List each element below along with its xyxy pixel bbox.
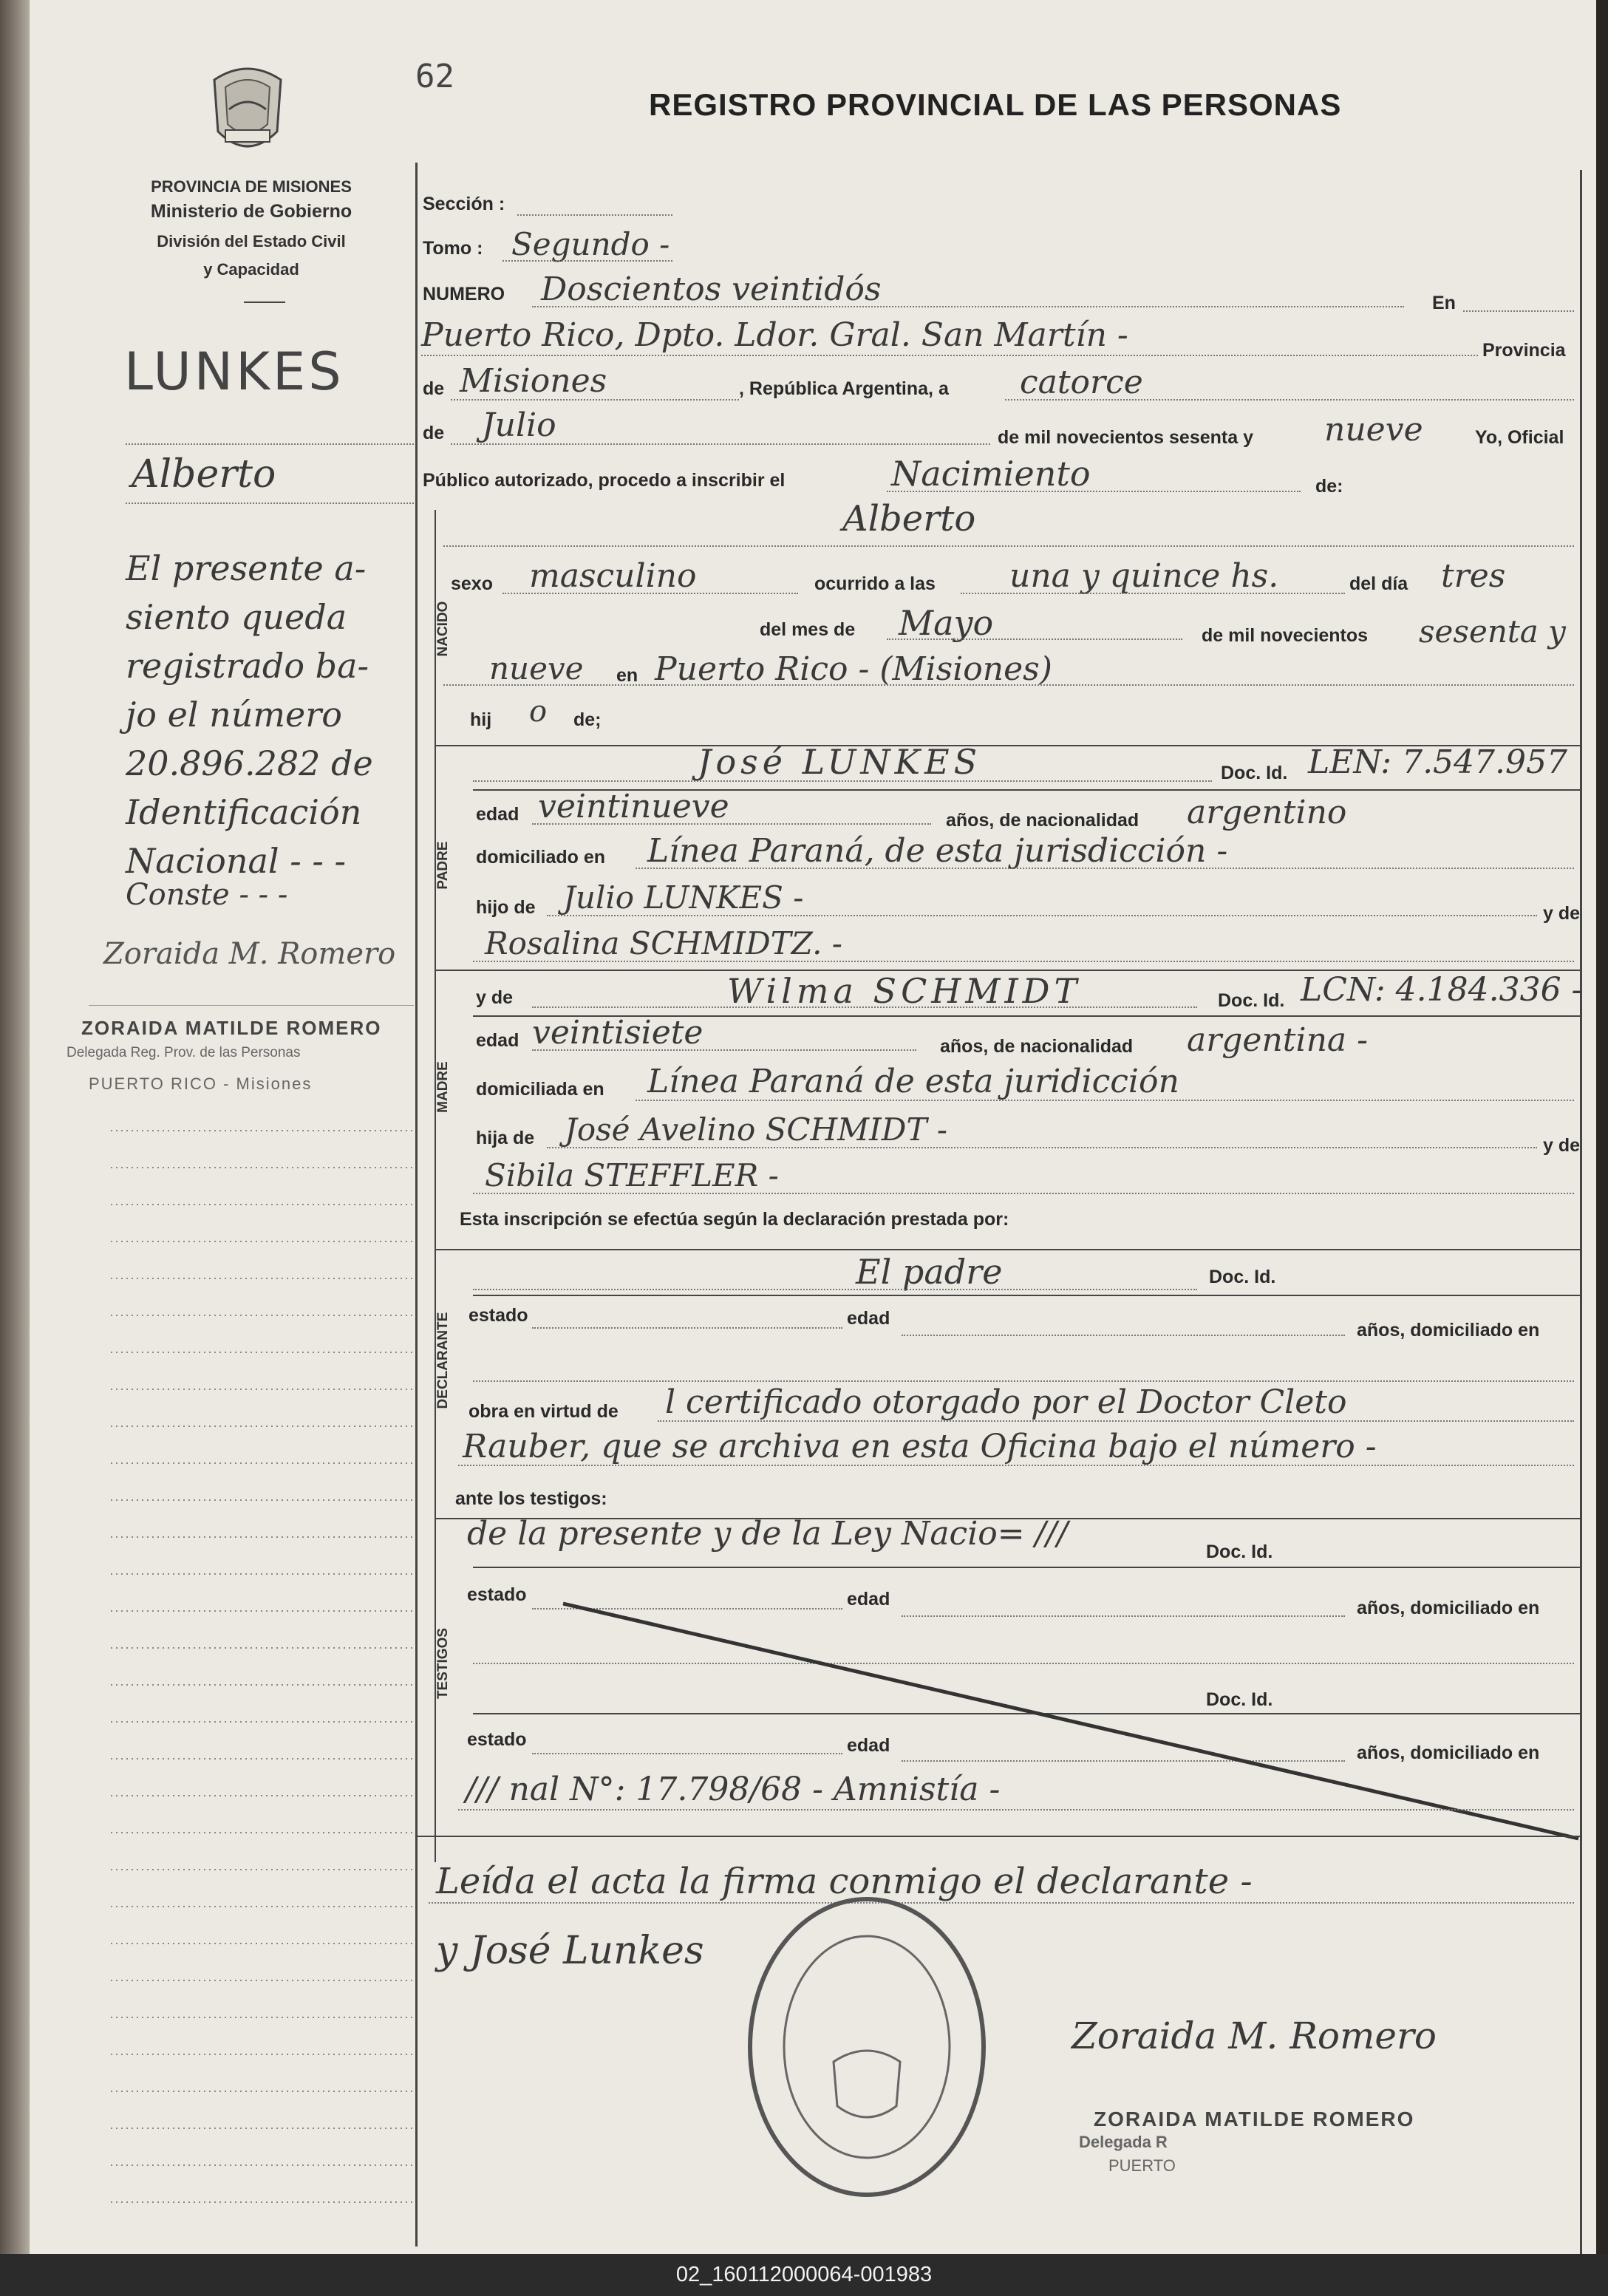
- label-testigo1-doc: Doc. Id.: [1206, 1542, 1273, 1562]
- label-madre-edad: edad: [476, 1030, 519, 1051]
- value-obra-1: l certificado otorgado por el Doctor Cleto: [665, 1383, 1347, 1421]
- label-testigo2-edad: edad: [847, 1735, 890, 1756]
- label-y-de-madre: y de: [476, 987, 514, 1008]
- label-sexo: sexo: [451, 573, 493, 594]
- value-obra-2: Rauber, que se archiva en esta Oficina bajo el número -: [463, 1428, 1377, 1465]
- label-mil-novecientos-2: de mil novecientos: [1202, 625, 1369, 646]
- label-seccion: Sección :: [423, 194, 505, 214]
- value-anio-nac-1: sesenta y: [1419, 613, 1566, 650]
- value-madre-nombre: Wilma SCHMIDT: [727, 971, 1082, 1011]
- value-anio: nueve: [1324, 411, 1423, 449]
- value-padre-nombre: José LUNKES: [698, 742, 982, 782]
- side-label-madre: MADRE: [435, 1061, 451, 1113]
- value-dia: catorce: [1020, 364, 1143, 401]
- label-del-dia: del día: [1349, 573, 1408, 594]
- margin-stamp-line2: Delegada Reg. Prov. de las Personas: [67, 1045, 301, 1060]
- value-madre-nac: argentina -: [1187, 1021, 1368, 1059]
- label-testigo1-edad: edad: [847, 1589, 890, 1609]
- label-padre-edad: edad: [476, 804, 519, 825]
- label-de-colon: de:: [1315, 476, 1343, 497]
- header-division: División del Estado Civil: [157, 232, 346, 251]
- value-mes: Julio: [482, 406, 556, 444]
- value-acto: Nacimiento: [891, 454, 1091, 494]
- label-padre-y-de: y de: [1543, 903, 1581, 924]
- book-binding: [0, 0, 30, 2254]
- label-madre-doc: Doc. Id.: [1218, 990, 1285, 1011]
- value-ley-cont: /// nal N°: 17.798/68 - Amnistía -: [466, 1771, 1001, 1808]
- label-inscripcion: Esta inscripción se efectúa según la declaración prestada por:: [460, 1209, 1009, 1230]
- label-provincia: Provincia: [1482, 340, 1566, 361]
- label-tomo: Tomo :: [423, 238, 483, 259]
- label-hija-de: hija de: [476, 1128, 535, 1148]
- value-madre-edad: veintisiete: [532, 1014, 704, 1052]
- value-abuela-mat: Sibila STEFFLER -: [485, 1157, 779, 1193]
- value-madre-doc: LCN: 4.184.336 -: [1301, 971, 1583, 1009]
- label-testigo1-anos: años, domiciliado en: [1357, 1598, 1540, 1618]
- label-publico: Público autorizado, procedo a inscribir el: [423, 470, 786, 491]
- label-madre-y-de: y de: [1543, 1135, 1581, 1156]
- label-madre-nac: años, de nacionalidad: [940, 1036, 1134, 1057]
- value-hora: una y quince hs.: [1009, 557, 1279, 595]
- label-testigos: ante los testigos:: [455, 1488, 607, 1509]
- label-de-semi: de;: [573, 709, 602, 730]
- value-lugar: Puerto Rico, Dpto. Ldor. Gral. San Martín -: [421, 316, 1128, 354]
- value-padre-dom: Línea Paraná, de esta jurisdicción -: [647, 832, 1228, 870]
- value-padre-doc: LEN: 7.547.957: [1308, 743, 1568, 781]
- value-nombre: Alberto: [842, 498, 976, 539]
- label-numero: NUMERO: [423, 284, 505, 304]
- margin-note-1: El presente a-: [126, 548, 367, 588]
- label-ocurrido: ocurrido a las: [814, 573, 936, 594]
- value-tomo: Segundo -: [511, 226, 670, 262]
- label-hijo-de: hijo de: [476, 897, 536, 918]
- label-madre-dom: domiciliada en: [476, 1079, 604, 1100]
- value-abuelo-mat: José Avelino SCHMIDT -: [565, 1111, 948, 1148]
- value-abuela-pat: Rosalina SCHMIDTZ. -: [485, 925, 842, 961]
- label-testigo2-doc: Doc. Id.: [1206, 1689, 1273, 1710]
- label-de-provincia: de: [423, 378, 445, 399]
- label-hij: hij: [470, 709, 492, 730]
- side-label-declarante: DECLARANTE: [435, 1312, 451, 1409]
- margin-note-3: registrado ba-: [126, 646, 369, 686]
- label-mil-novecientos: de mil novecientos sesenta y: [998, 427, 1253, 448]
- label-declarante-anos: años, domiciliado en: [1357, 1320, 1540, 1341]
- bottom-stamp-line3: PUERTO: [1108, 2156, 1176, 2175]
- header-province: PROVINCIA DE MISIONES: [151, 177, 352, 196]
- side-label-padre: PADRE: [435, 841, 451, 890]
- value-declarante: El padre: [856, 1252, 1003, 1292]
- value-lugar-nac: Puerto Rico - (Misiones): [655, 650, 1052, 688]
- margin-note-7: Nacional - - -: [126, 841, 347, 881]
- margin-given-name: Alberto: [132, 452, 276, 497]
- label-testigo1-estado: estado: [467, 1584, 527, 1605]
- value-anio-nac-2: nueve: [489, 650, 584, 687]
- value-cierre-1: Leída el acta la firma conmigo el declarante -: [436, 1861, 1253, 1902]
- value-hijo-o: o: [529, 695, 548, 729]
- margin-surname: LUNKES: [124, 341, 344, 402]
- label-en-lugar: en: [616, 665, 638, 686]
- label-obra: obra en virtud de: [469, 1401, 619, 1422]
- side-label-testigos: TESTIGOS: [435, 1627, 451, 1700]
- value-sexo: masculino: [529, 557, 697, 595]
- margin-signature: Zoraida M. Romero: [103, 937, 396, 971]
- margin-note-2: siento queda: [126, 597, 347, 637]
- value-abuelo-pat: Julio LUNKES -: [563, 879, 804, 916]
- label-testigo2-anos: años, domiciliado en: [1357, 1743, 1540, 1763]
- value-numero: Doscientos veintidós: [541, 270, 882, 308]
- bottom-stamp-name: ZORAIDA MATILDE ROMERO: [1094, 2108, 1415, 2130]
- value-padre-edad: veintinueve: [538, 788, 729, 825]
- value-provincia: Misiones: [460, 362, 607, 400]
- label-declarante-edad: edad: [847, 1308, 890, 1329]
- side-label-nacido: NACIDO: [435, 601, 451, 657]
- value-mes-nac: Mayo: [899, 603, 994, 643]
- label-testigo2-estado: estado: [467, 1729, 527, 1750]
- value-madre-dom: Línea Paraná de esta juridicción: [647, 1063, 1179, 1100]
- label-yo-oficial: Yo, Oficial: [1475, 427, 1564, 448]
- archive-id-footer: 02_160112000064-001983: [0, 2254, 1608, 2296]
- margin-stamp-line3: PUERTO RICO - Misiones: [89, 1074, 313, 1093]
- label-declarante-doc: Doc. Id.: [1209, 1267, 1276, 1287]
- label-republica: , República Argentina, a: [739, 378, 949, 399]
- bottom-stamp-line2: Delegada R: [1079, 2133, 1168, 2151]
- label-de-mes: de: [423, 423, 445, 443]
- margin-note-4: jo el número: [126, 695, 342, 735]
- round-official-stamp: [745, 1892, 989, 2202]
- label-padre-dom: domiciliado en: [476, 847, 606, 868]
- label-declarante-estado: estado: [469, 1305, 528, 1326]
- value-testigo-1: de la presente y de la Ley Nacio= ///: [467, 1515, 1069, 1553]
- value-cierre-2: y José Lunkes: [436, 1929, 704, 1973]
- margin-stamp-name: ZORAIDA MATILDE ROMERO: [81, 1017, 382, 1039]
- margin-note-5: 20.896.282 de: [126, 743, 373, 783]
- label-padre-doc: Doc. Id.: [1221, 763, 1288, 783]
- label-del-mes: del mes de: [760, 619, 856, 640]
- value-firma-oficial: Zoraida M. Romero: [1072, 2014, 1437, 2057]
- header-capacity: y Capacidad: [203, 260, 299, 279]
- document-page: [30, 0, 1596, 2254]
- header-ministry: Ministerio de Gobierno: [150, 201, 352, 222]
- value-dia-nac: tres: [1441, 557, 1506, 595]
- label-padre-nac: años, de nacionalidad: [946, 810, 1139, 831]
- margin-note-8: Conste - - -: [126, 878, 288, 912]
- margin-note-6: Identificación: [126, 792, 362, 832]
- document-title: REGISTRO PROVINCIAL DE LAS PERSONAS: [649, 87, 1342, 122]
- value-padre-nac: argentino: [1187, 794, 1347, 831]
- label-en: En: [1432, 293, 1456, 313]
- page-number: 62: [415, 58, 454, 95]
